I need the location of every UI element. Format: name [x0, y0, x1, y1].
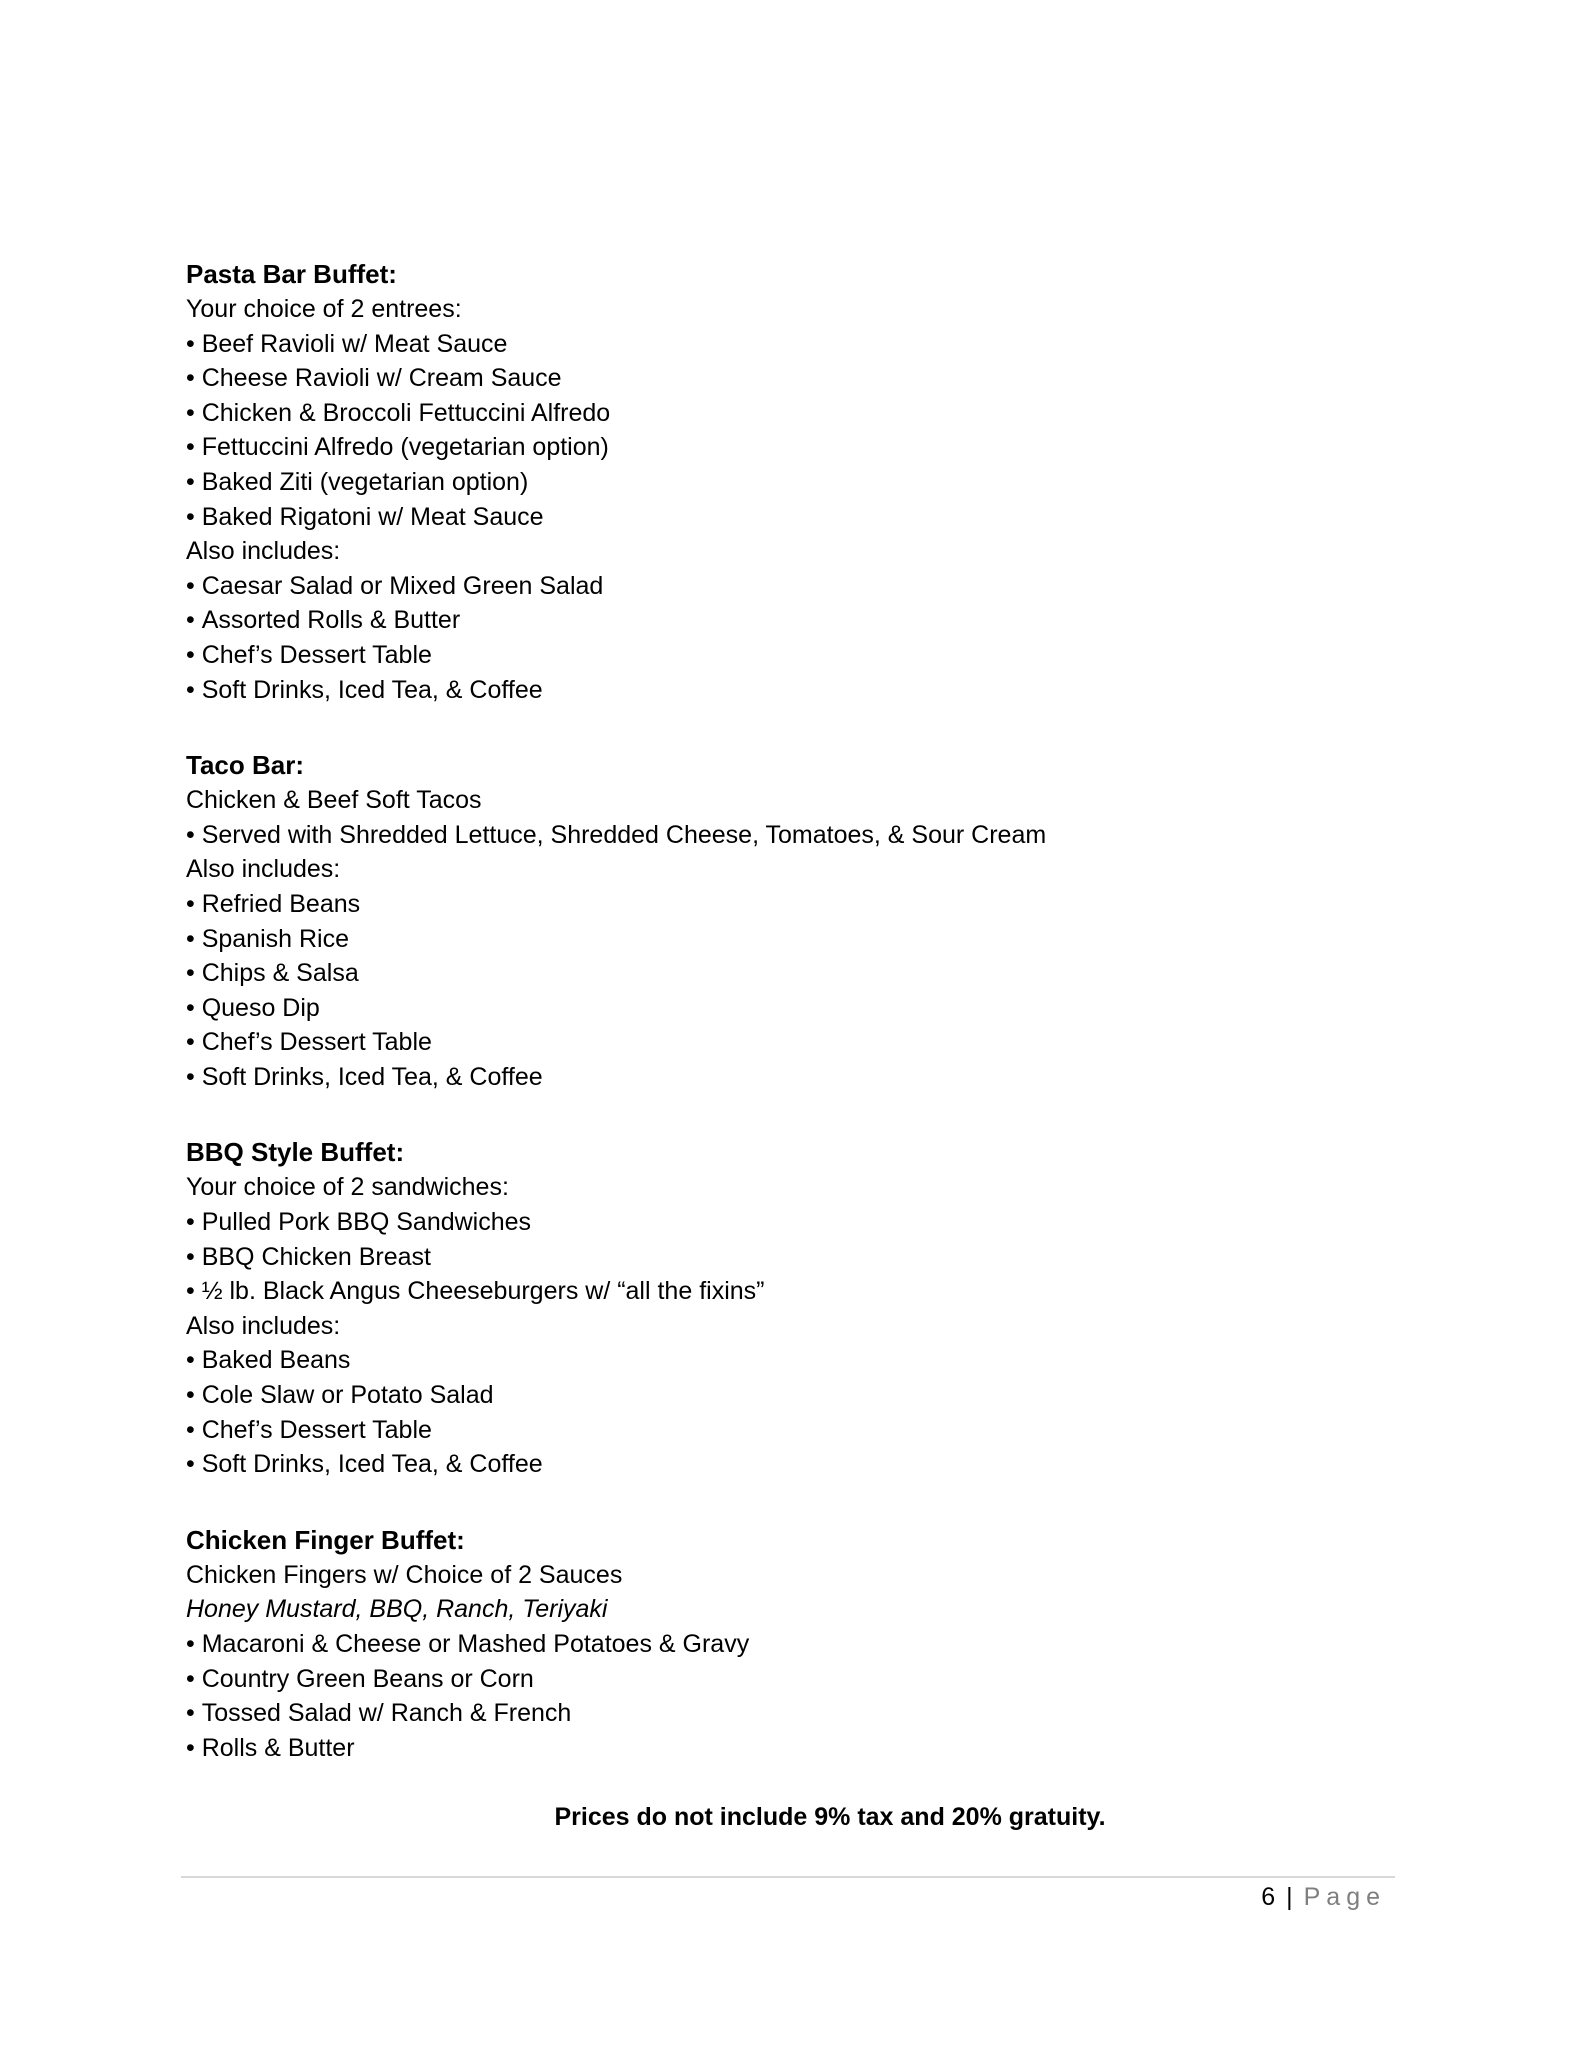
list-item: • Baked Ziti (vegetarian option) [186, 465, 1386, 500]
section-intro: Chicken & Beef Soft Tacos [186, 786, 482, 815]
list-item: • ½ lb. Black Angus Cheeseburgers w/ “all the fixins” [186, 1274, 1386, 1309]
list-item: • Baked Rigatoni w/ Meat Sauce [186, 500, 1386, 535]
list-item: • Cole Slaw or Potato Salad [186, 1378, 1386, 1413]
list-item: • Macaroni & Cheese or Mashed Potatoes & Gravy [186, 1627, 1386, 1662]
section-pasta-bar [186, 256, 1386, 707]
list-item: • Caesar Salad or Mixed Green Salad [186, 569, 1386, 604]
list-item: • Rolls & Butter [186, 1731, 1386, 1766]
section-chicken-finger-buffet [186, 1522, 1386, 1766]
sauce-options: Honey Mustard, BBQ, Ranch, Teriyaki [186, 1595, 608, 1624]
footer-divider [181, 1876, 1395, 1878]
footer-separator: | [1286, 1883, 1293, 1911]
also-includes-label: Also includes: [186, 855, 341, 884]
section-heading: BBQ Style Buffet: [186, 1137, 405, 1168]
section-intro: Chicken Fingers w/ Choice of 2 Sauces [186, 1560, 623, 1589]
list-item: • Tossed Salad w/ Ranch & French [186, 1696, 1386, 1731]
list-item: • Soft Drinks, Iced Tea, & Coffee [186, 1060, 1386, 1095]
menu-content [186, 256, 1386, 1805]
list-item: • Beef Ravioli w/ Meat Sauce [186, 327, 1386, 362]
section-bbq-buffet [186, 1134, 1386, 1481]
page-label: Page [1303, 1883, 1386, 1911]
list-item: • Chef’s Dessert Table [186, 1413, 1386, 1448]
list-item: • Country Green Beans or Corn [186, 1662, 1386, 1697]
list-item: • Queso Dip [186, 991, 1386, 1026]
section-heading: Taco Bar: [186, 750, 304, 781]
list-item: • Soft Drinks, Iced Tea, & Coffee [186, 1447, 1386, 1482]
list-item: • Chef’s Dessert Table [186, 638, 1386, 673]
page-footer [1261, 1880, 1386, 1914]
section-taco-bar [186, 747, 1386, 1094]
section-intro: Your choice of 2 entrees: [186, 295, 462, 323]
list-item: • Assorted Rolls & Butter [186, 603, 1386, 638]
section-heading: Pasta Bar Buffet: [186, 259, 397, 289]
page-number: 6 [1261, 1883, 1276, 1911]
section-heading: Chicken Finger Buffet: [186, 1524, 465, 1555]
list-item: • Baked Beans [186, 1343, 1386, 1378]
list-item: • Pulled Pork BBQ Sandwiches [186, 1205, 1386, 1240]
list-item: • Spanish Rice [186, 922, 1386, 957]
list-item: • Chicken & Broccoli Fettuccini Alfredo [186, 396, 1386, 431]
list-item: • Fettuccini Alfredo (vegetarian option) [186, 430, 1386, 465]
list-item: • Chips & Salsa [186, 956, 1386, 991]
list-item: • Chef’s Dessert Table [186, 1025, 1386, 1060]
also-includes-label: Also includes: [186, 537, 341, 566]
list-item: • Refried Beans [186, 887, 1386, 922]
list-item: • Served with Shredded Lettuce, Shredded Cheese, Tomatoes, & Sour Cream [186, 818, 1386, 853]
list-item: • Cheese Ravioli w/ Cream Sauce [186, 361, 1386, 396]
also-includes-label: Also includes: [186, 1311, 341, 1340]
section-intro: Your choice of 2 sandwiches: [186, 1173, 509, 1202]
list-item: • Soft Drinks, Iced Tea, & Coffee [186, 673, 1386, 708]
list-item: • BBQ Chicken Breast [186, 1240, 1386, 1275]
price-notice: Prices do not include 9% tax and 20% gratuity. [554, 1803, 1106, 1831]
